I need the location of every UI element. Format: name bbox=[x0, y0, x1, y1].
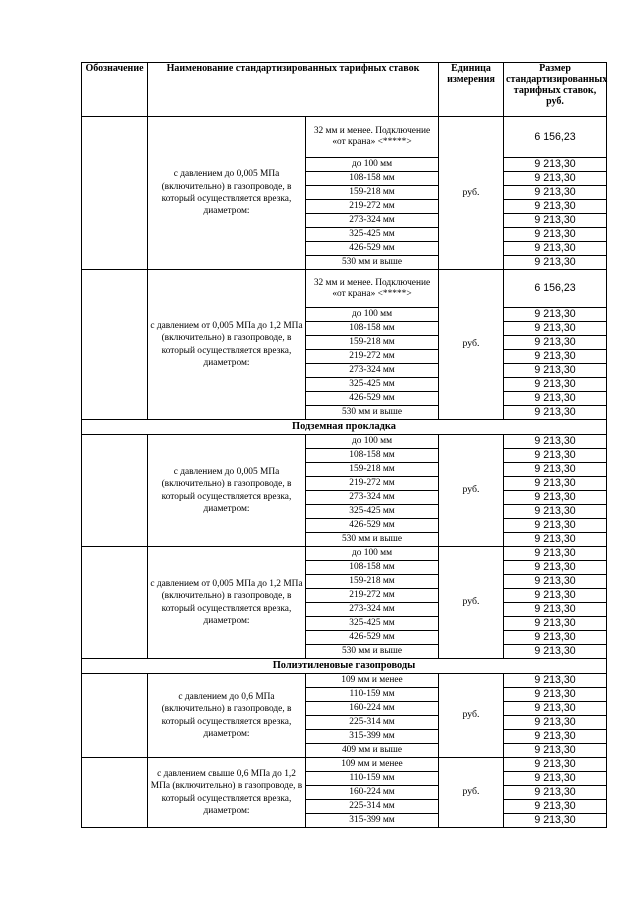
table-row bbox=[82, 758, 607, 772]
rate-value: 9 213,30 bbox=[504, 800, 607, 814]
rate-value: 9 213,30 bbox=[504, 533, 607, 547]
table-body bbox=[82, 117, 607, 828]
diameter-cell: 325-425 мм bbox=[306, 228, 439, 242]
rate-value: 9 213,30 bbox=[504, 575, 607, 589]
rate-value: 9 213,30 bbox=[504, 477, 607, 491]
rate-value: 9 213,30 bbox=[504, 364, 607, 378]
rate-value: 9 213,30 bbox=[504, 186, 607, 200]
table-row bbox=[82, 435, 607, 449]
table-row bbox=[82, 270, 607, 308]
diameter-cell: 325-425 мм bbox=[306, 505, 439, 519]
rate-value: 9 213,30 bbox=[504, 561, 607, 575]
diameter-cell: 159-218 мм bbox=[306, 463, 439, 477]
code-cell bbox=[82, 758, 148, 828]
rate-value: 9 213,30 bbox=[504, 674, 607, 688]
rate-value: 9 213,30 bbox=[504, 392, 607, 406]
rate-value: 9 213,30 bbox=[504, 158, 607, 172]
rate-value: 9 213,30 bbox=[504, 519, 607, 533]
rate-value: 9 213,30 bbox=[504, 214, 607, 228]
diameter-cell: 159-218 мм bbox=[306, 186, 439, 200]
diameter-cell: 315-399 мм bbox=[306, 730, 439, 744]
rate-value: 9 213,30 bbox=[504, 688, 607, 702]
rate-value: 9 213,30 bbox=[504, 617, 607, 631]
rate-value: 9 213,30 bbox=[504, 242, 607, 256]
diameter-cell: 530 мм и выше bbox=[306, 533, 439, 547]
table-row bbox=[82, 547, 607, 561]
rate-value: 9 213,30 bbox=[504, 547, 607, 561]
rate-value: 9 213,30 bbox=[504, 786, 607, 800]
table-row bbox=[82, 674, 607, 688]
group-description: с давлением от 0,005 МПа до 1,2 МПа (включительно) в газопроводе, в который осуществляется врезка, диаметром: bbox=[148, 270, 306, 420]
rate-value: 9 213,30 bbox=[504, 463, 607, 477]
rate-value: 9 213,30 bbox=[504, 172, 607, 186]
diameter-cell: 530 мм и выше bbox=[306, 256, 439, 270]
diameter-cell: 530 мм и выше bbox=[306, 645, 439, 659]
header-size: Размер стандартизированных тарифных ставок, руб. bbox=[504, 63, 607, 117]
diameter-cell: 426-529 мм bbox=[306, 519, 439, 533]
diameter-cell: 315-399 мм bbox=[306, 814, 439, 828]
diameter-cell: 160-224 мм bbox=[306, 786, 439, 800]
header-code: Обозначение bbox=[82, 63, 148, 117]
rate-value: 9 213,30 bbox=[504, 350, 607, 364]
diameter-cell: 409 мм и выше bbox=[306, 744, 439, 758]
diameter-cell: до 100 мм bbox=[306, 547, 439, 561]
diameter-cell: 273-324 мм bbox=[306, 214, 439, 228]
diameter-cell: 159-218 мм bbox=[306, 575, 439, 589]
diameter-cell: 32 мм и менее. Подключение «от крана» <*****> bbox=[306, 117, 439, 158]
section-title: Подземная прокладка bbox=[82, 420, 607, 435]
diameter-cell: 426-529 мм bbox=[306, 392, 439, 406]
diameter-cell: 219-272 мм bbox=[306, 200, 439, 214]
diameter-cell: 325-425 мм bbox=[306, 378, 439, 392]
group-description: с давлением до 0,6 МПа (включительно) в газопроводе, в который осуществляется врезка, диаметром: bbox=[148, 674, 306, 758]
diameter-cell: 273-324 мм bbox=[306, 364, 439, 378]
diameter-cell: 530 мм и выше bbox=[306, 406, 439, 420]
code-cell bbox=[82, 270, 148, 420]
diameter-cell: 110-159 мм bbox=[306, 772, 439, 786]
diameter-cell: 273-324 мм bbox=[306, 603, 439, 617]
rate-value: 9 213,30 bbox=[504, 730, 607, 744]
code-cell bbox=[82, 674, 148, 758]
rate-value: 9 213,30 bbox=[504, 772, 607, 786]
rate-value: 9 213,30 bbox=[504, 716, 607, 730]
diameter-cell: 109 мм и менее bbox=[306, 674, 439, 688]
rate-value: 9 213,30 bbox=[504, 603, 607, 617]
rate-value: 9 213,30 bbox=[504, 631, 607, 645]
unit-cell: руб. bbox=[439, 758, 504, 828]
diameter-cell: 325-425 мм bbox=[306, 617, 439, 631]
rate-value: 6 156,23 bbox=[504, 117, 607, 158]
diameter-cell: 160-224 мм bbox=[306, 702, 439, 716]
unit-cell: руб. bbox=[439, 270, 504, 420]
rate-value: 9 213,30 bbox=[504, 435, 607, 449]
rate-value: 9 213,30 bbox=[504, 228, 607, 242]
diameter-cell: 426-529 мм bbox=[306, 631, 439, 645]
diameter-cell: 108-158 мм bbox=[306, 172, 439, 186]
rate-value: 6 156,23 bbox=[504, 270, 607, 308]
section-row bbox=[82, 659, 607, 674]
rate-value: 9 213,30 bbox=[504, 378, 607, 392]
code-cell bbox=[82, 435, 148, 547]
diameter-cell: до 100 мм bbox=[306, 308, 439, 322]
header-unit: Единица измерения bbox=[439, 63, 504, 117]
group-description: с давлением от 0,005 МПа до 1,2 МПа (включительно) в газопроводе, в который осуществляется врезка, диаметром: bbox=[148, 547, 306, 659]
header-name: Наименование стандартизированных тарифных ставок bbox=[148, 63, 439, 117]
diameter-cell: 225-314 мм bbox=[306, 800, 439, 814]
rate-value: 9 213,30 bbox=[504, 589, 607, 603]
diameter-cell: 219-272 мм bbox=[306, 350, 439, 364]
code-cell bbox=[82, 547, 148, 659]
rate-value: 9 213,30 bbox=[504, 336, 607, 350]
group-description: с давлением до 0,005 МПа (включительно) в газопроводе, в который осуществляется врезка, диаметром: bbox=[148, 117, 306, 270]
diameter-cell: 159-218 мм bbox=[306, 336, 439, 350]
unit-cell: руб. bbox=[439, 117, 504, 270]
header-row bbox=[82, 63, 607, 117]
unit-cell: руб. bbox=[439, 547, 504, 659]
unit-cell: руб. bbox=[439, 674, 504, 758]
diameter-cell: 273-324 мм bbox=[306, 491, 439, 505]
diameter-cell: 426-529 мм bbox=[306, 242, 439, 256]
diameter-cell: 110-159 мм bbox=[306, 688, 439, 702]
table-row bbox=[82, 117, 607, 158]
group-description: с давлением до 0,005 МПа (включительно) в газопроводе, в который осуществляется врезка, диаметром: bbox=[148, 435, 306, 547]
diameter-cell: 108-158 мм bbox=[306, 449, 439, 463]
rate-value: 9 213,30 bbox=[504, 814, 607, 828]
diameter-cell: 108-158 мм bbox=[306, 322, 439, 336]
rate-value: 9 213,30 bbox=[504, 449, 607, 463]
rate-value: 9 213,30 bbox=[504, 491, 607, 505]
rate-value: 9 213,30 bbox=[504, 406, 607, 420]
rate-value: 9 213,30 bbox=[504, 645, 607, 659]
diameter-cell: 108-158 мм bbox=[306, 561, 439, 575]
rate-value: 9 213,30 bbox=[504, 256, 607, 270]
diameter-cell: 32 мм и менее. Подключение «от крана» <*****> bbox=[306, 270, 439, 308]
diameter-cell: 225-314 мм bbox=[306, 716, 439, 730]
group-description: с давлением свыше 0,6 МПа до 1,2 МПа (включительно) в газопроводе, в который осуществляется врезка, диаметром: bbox=[148, 758, 306, 828]
rate-value: 9 213,30 bbox=[504, 322, 607, 336]
section-row bbox=[82, 420, 607, 435]
rate-value: 9 213,30 bbox=[504, 758, 607, 772]
code-cell bbox=[82, 117, 148, 270]
rate-value: 9 213,30 bbox=[504, 505, 607, 519]
rate-value: 9 213,30 bbox=[504, 200, 607, 214]
unit-cell: руб. bbox=[439, 435, 504, 547]
rate-value: 9 213,30 bbox=[504, 308, 607, 322]
diameter-cell: до 100 мм bbox=[306, 435, 439, 449]
rate-value: 9 213,30 bbox=[504, 744, 607, 758]
section-title: Полиэтиленовые газопроводы bbox=[82, 659, 607, 674]
diameter-cell: 219-272 мм bbox=[306, 589, 439, 603]
rate-value: 9 213,30 bbox=[504, 702, 607, 716]
diameter-cell: 219-272 мм bbox=[306, 477, 439, 491]
diameter-cell: до 100 мм bbox=[306, 158, 439, 172]
tariff-table bbox=[81, 62, 607, 828]
diameter-cell: 109 мм и менее bbox=[306, 758, 439, 772]
